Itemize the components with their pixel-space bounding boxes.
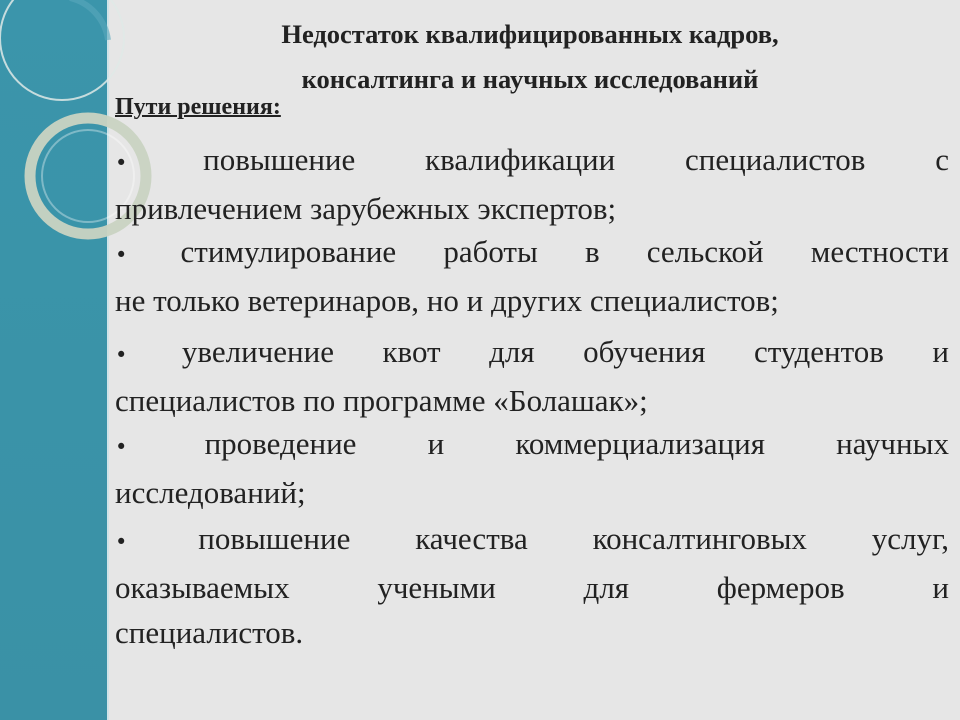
word: научных [836, 426, 949, 461]
solutions-heading: Пути решения: [115, 94, 281, 120]
item-2-line-1 [115, 229, 949, 278]
word: специалистов [685, 142, 866, 177]
item-1-line-1 [115, 137, 949, 186]
word: и [932, 570, 949, 605]
word: проведение [204, 426, 357, 461]
word: студентов [754, 334, 884, 369]
word: коммерциализация [515, 426, 765, 461]
word: услуг, [871, 521, 949, 556]
list-item-3 [115, 329, 949, 423]
bullet-glyph: • [115, 530, 128, 554]
word: повышение [203, 142, 356, 177]
bullet-glyph: • [115, 435, 128, 459]
list-item-5 [115, 516, 949, 655]
word: для [489, 334, 535, 369]
bullet-glyph: • [115, 151, 128, 175]
item-1-line-2: привлечением зарубежных экспертов; [115, 191, 617, 226]
title-line-1: Недостаток квалифицированных кадров, [281, 19, 779, 49]
word: учеными [377, 570, 496, 605]
word: для [583, 570, 630, 605]
word: и [932, 334, 949, 369]
item-3-line-1 [115, 329, 949, 378]
word: местности [810, 234, 949, 269]
word: работы [443, 234, 538, 269]
word: и [427, 426, 445, 461]
word: с [935, 142, 949, 177]
item-4-line-2: исследований; [115, 475, 306, 510]
word: качества [415, 521, 528, 556]
word: сельской [646, 234, 764, 269]
slide-title [150, 12, 910, 102]
word: повышение [198, 521, 351, 556]
item-5-line-3: специалистов. [115, 615, 304, 650]
item-2-line-2: не только ветеринаров, но и других специалистов; [115, 283, 779, 318]
word: обучения [583, 334, 706, 369]
word: в [584, 234, 600, 269]
bullet-glyph: • [115, 243, 128, 267]
list-item-4 [115, 421, 949, 515]
item-5-line-2 [115, 565, 949, 610]
list-item-1 [115, 137, 949, 231]
item-5-line-1 [115, 516, 949, 565]
word: квалификации [425, 142, 616, 177]
word: фермеров [716, 570, 845, 605]
bullet-glyph: • [115, 343, 128, 367]
list-item-2 [115, 229, 949, 323]
word: увеличение [181, 334, 334, 369]
title-line-2: консалтинга и научных исследований [301, 64, 759, 94]
word: стимулирование [180, 234, 397, 269]
word: консалтинговых [592, 521, 807, 556]
word: квот [382, 334, 441, 369]
word: оказываемых [115, 570, 290, 605]
item-3-line-2: специалистов по программе «Болашак»; [115, 383, 648, 418]
item-4-line-1 [115, 421, 949, 470]
thin-ring [0, 0, 124, 100]
arc-accent [70, 0, 108, 40]
